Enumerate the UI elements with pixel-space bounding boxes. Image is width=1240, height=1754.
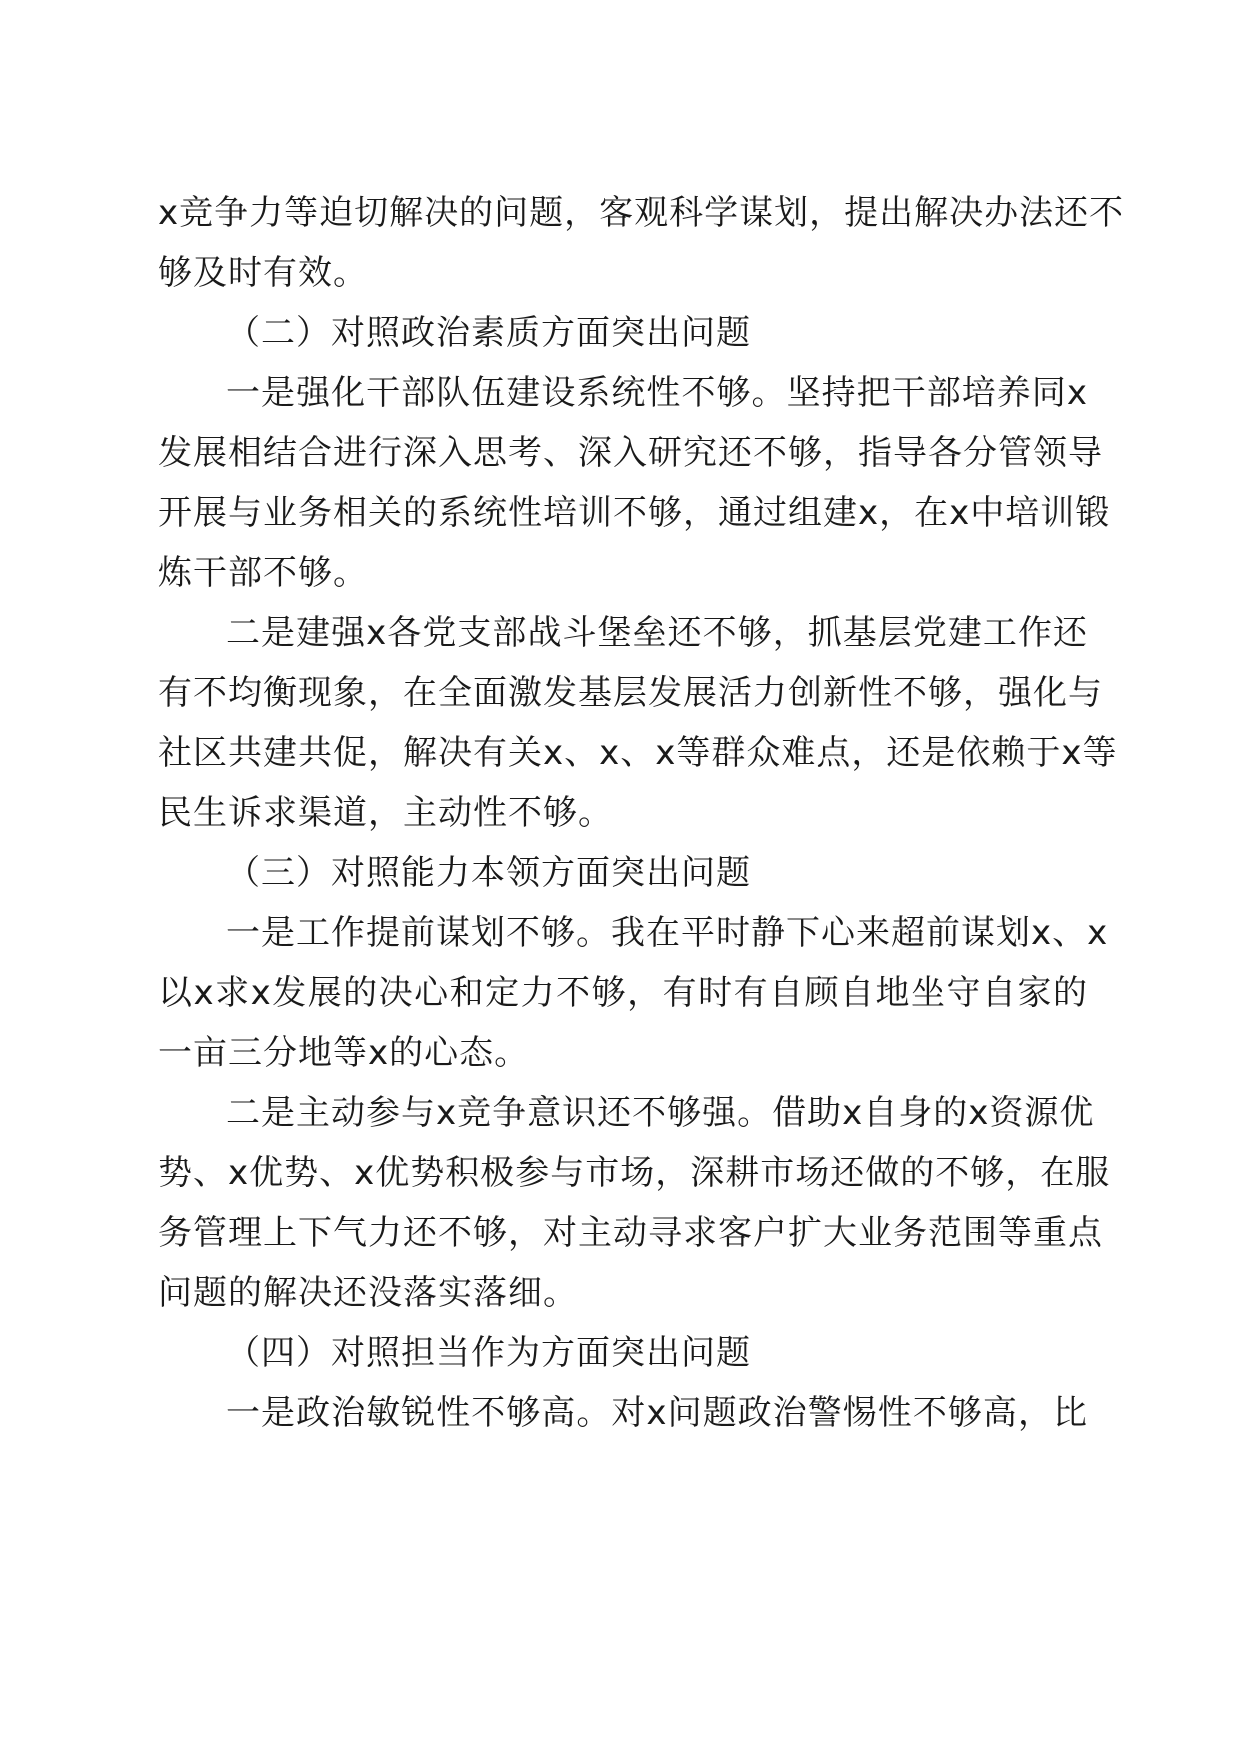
text-line: 开展与业务相关的系统性培训不够，通过组建x，在x中培训锻 [158, 493, 1111, 533]
text-line: 二是主动参与x竞争意识还不够强。借助x自身的x资源优 [226, 1093, 1095, 1133]
text-line: 发展相结合进行深入思考、深入研究还不够，指导各分管领导 [158, 433, 1103, 473]
text-line: 务管理上下气力还不够，对主动寻求客户扩大业务范围等重点 [158, 1213, 1103, 1253]
text-line: 够及时有效。 [158, 253, 368, 293]
section-heading: （三）对照能力本领方面突出问题 [226, 853, 751, 893]
text-line: 社区共建共促，解决有关x、x、x等群众难点，还是依赖于x等 [158, 733, 1118, 773]
text-line: 以x求x发展的决心和定力不够，有时有自顾自地坐守自家的 [158, 973, 1088, 1013]
text-line: 一是政治敏锐性不够高。对x问题政治警惕性不够高，比 [226, 1393, 1088, 1433]
text-line: x竞争力等迫切解决的问题，客观科学谋划，提出解决办法还不 [158, 193, 1125, 233]
document-body [158, 183, 1125, 1443]
text-line: 一是强化干部队伍建设系统性不够。坚持把干部培养同x [226, 373, 1088, 413]
text-line: 一是工作提前谋划不够。我在平时静下心来超前谋划x、x [226, 913, 1109, 953]
section-heading: （四）对照担当作为方面突出问题 [226, 1333, 751, 1373]
text-line: 有不均衡现象，在全面激发基层发展活力创新性不够，强化与 [158, 673, 1103, 713]
text-line: 势、x优势、x优势积极参与市场，深耕市场还做的不够，在服 [158, 1153, 1111, 1193]
section-heading: （二）对照政治素质方面突出问题 [226, 313, 751, 353]
text-line: 民生诉求渠道，主动性不够。 [158, 793, 613, 833]
text-line: 炼干部不够。 [158, 553, 368, 593]
text-line: 一亩三分地等x的心态。 [158, 1033, 530, 1073]
text-line: 二是建强x各党支部战斗堡垒还不够，抓基层党建工作还 [226, 613, 1088, 653]
text-line: 问题的解决还没落实落细。 [158, 1273, 578, 1313]
